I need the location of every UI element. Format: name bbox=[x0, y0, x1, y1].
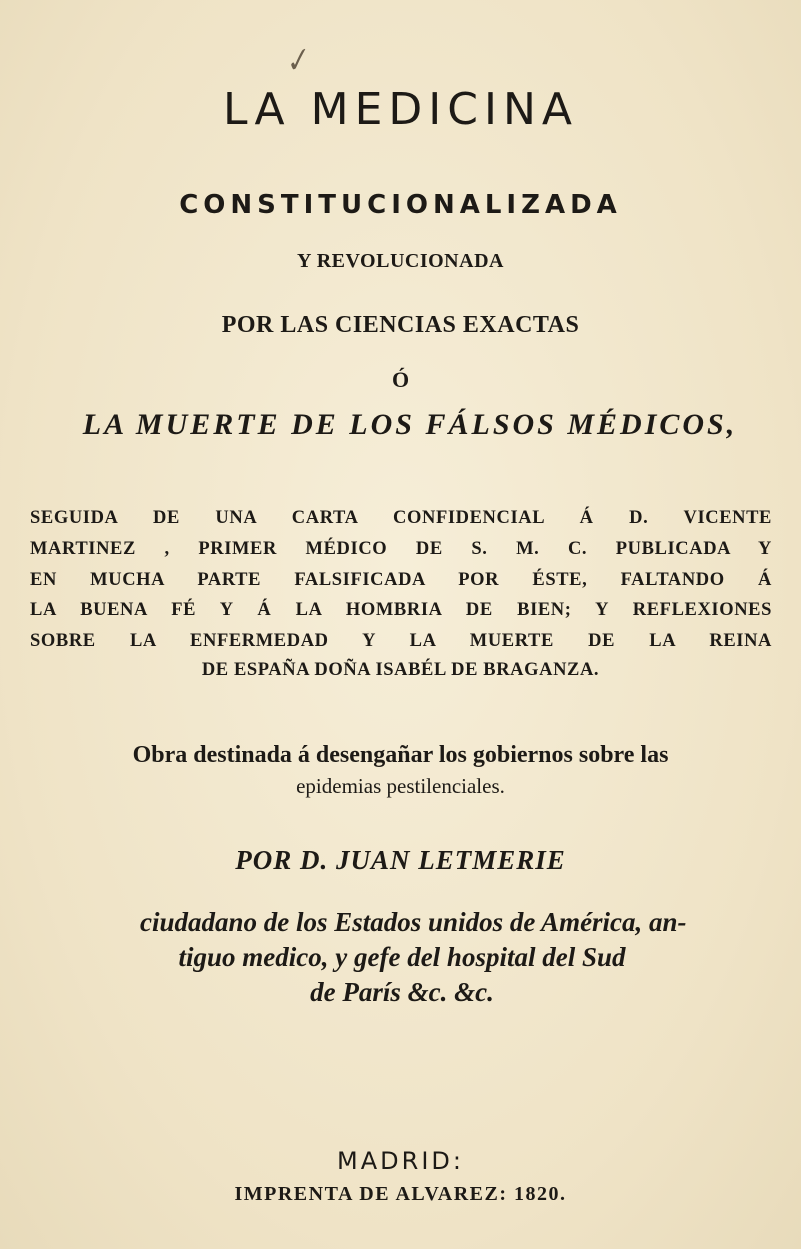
description-line: SOBRE LA ENFERMEDAD Y LA MUERTE DE LA REINA bbox=[30, 631, 772, 651]
credentials-line: ciudadano de los Estados unidos de América, an- bbox=[140, 907, 687, 937]
purpose-line-2: epidemias pestilenciales. bbox=[296, 774, 505, 798]
title-connector: Ó bbox=[391, 367, 410, 392]
credentials-line: de París &c. &c. bbox=[310, 977, 494, 1007]
description-line: DE ESPAÑA DOÑA ISABÉL DE BRAGANZA. bbox=[201, 660, 600, 680]
purpose-line-1: Obra destinada á desengañar los gobiernos sobre las bbox=[132, 742, 669, 768]
author-line: POR D. JUAN LETMERIE bbox=[235, 845, 566, 875]
description-line: LA BUENA FÉ Y Á LA HOMBRIA DE BIEN; Y REFLEXIONES bbox=[30, 600, 772, 620]
description-line: MARTINEZ , PRIMER MÉDICO DE S. M. C. PUBLICADA Y bbox=[30, 539, 772, 559]
imprint-place: MADRID: bbox=[337, 1147, 464, 1175]
credentials-line: tiguo medico, y gefe del hospital del Sud bbox=[178, 942, 626, 972]
description-line: EN MUCHA PARTE FALSIFICADA POR ÉSTE, FALTANDO Á bbox=[30, 570, 772, 590]
title-line-1: LA MEDICINA bbox=[223, 84, 578, 135]
handwritten-mark: ✓ bbox=[279, 40, 314, 83]
title-line-2: CONSTITUCIONALIZADA bbox=[179, 190, 622, 220]
description-line: SEGUIDA DE UNA CARTA CONFIDENCIAL Á D. VICENTE bbox=[30, 508, 772, 528]
title-line-3: Y REVOLUCIONADA bbox=[297, 250, 504, 272]
subtitle: LA MUERTE DE LOS FÁLSOS MÉDICOS, bbox=[82, 408, 738, 441]
title-line-4: POR LAS CIENCIAS EXACTAS bbox=[221, 312, 580, 338]
imprint-printer: IMPRENTA DE ALVAREZ: 1820. bbox=[234, 1183, 567, 1205]
